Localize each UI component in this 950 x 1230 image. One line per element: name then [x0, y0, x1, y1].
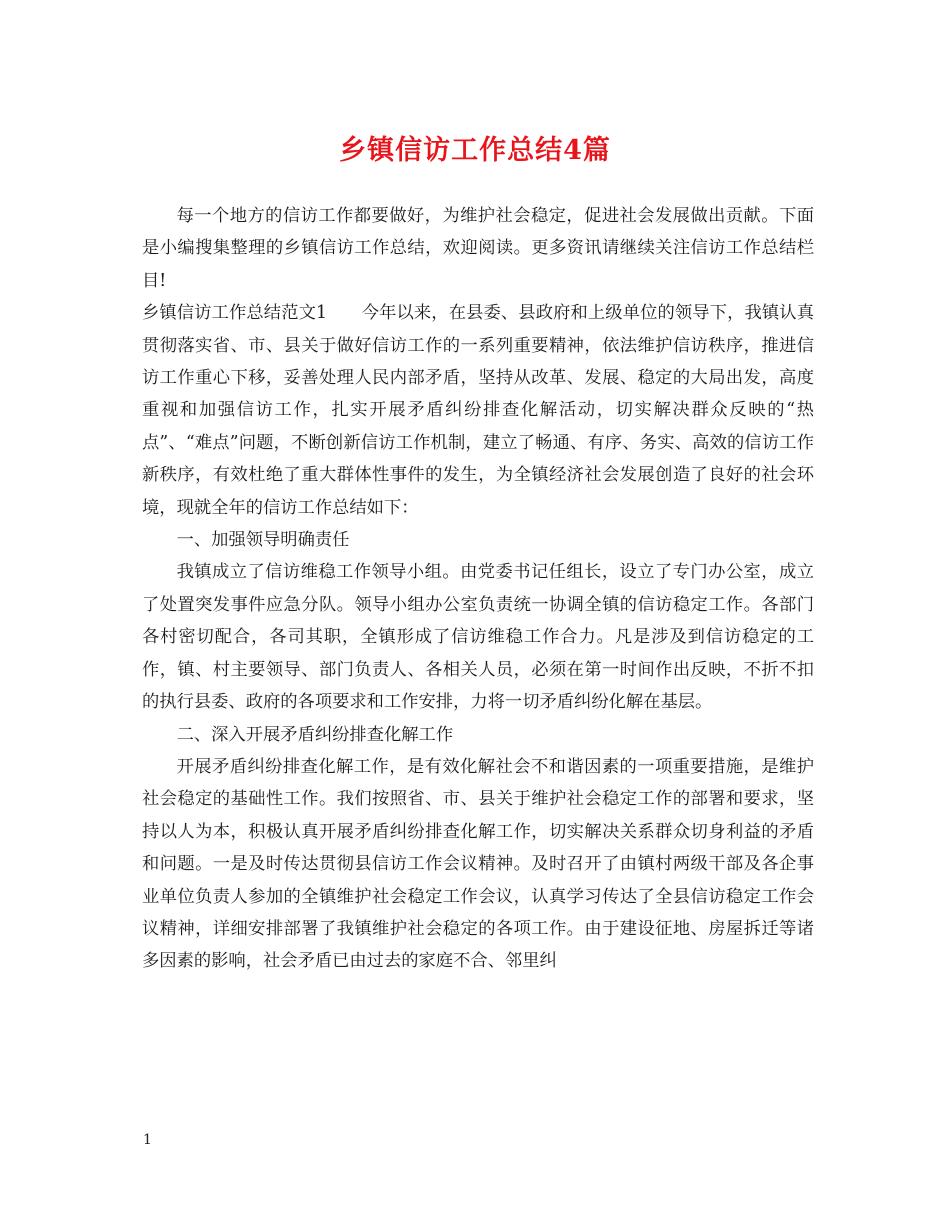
sample-label: 乡镇信访工作总结范文1	[142, 303, 327, 324]
section1-heading: 一、加强领导明确责任	[176, 530, 350, 551]
document-body	[142, 200, 814, 978]
document-title: 乡镇信访工作总结4篇	[339, 135, 611, 166]
section2-paragraph: 开展矛盾纠纷排查化解工作，是有效化解社会不和谐因素的一项重要措施，是维护社会稳定的基础性工作。我们按照省、市、县关于维护社会稳定工作的部署和要求，坚持以人为本，积极认真开展矛盾纠纷排查化解工作，切实解决关系群众切身利益的矛盾和问题。一是及时传达贯彻县信访工作会议精神。及时召开了由镇村两级干部及各企事业单位负责人参加的全镇维护社会稳定工作会议，认真学习传达了全县信访稳定工作会议精神，详细安排部署了我镇维护社会稳定的各项工作。由于建设征地、房屋拆迁等诸多因素的影响，社会矛盾已由过去的家庭不合、邻里纠	[142, 756, 814, 972]
sample-text: 今年以来，在县委、县政府和上级单位的领导下，我镇认真贯彻落实省、市、县关于做好信访工作的一系列重要精神，依法维护信访秩序，推进信访工作重心下移，妥善处理人民内部矛盾，坚持从改革、发展、稳定的大局出发，高度重视和加强信访工作，扎实开展矛盾纠纷排查化解活动，切实解决群众反映的“热点”、“难点”问题，不断创新信访工作机制，建立了畅通、有序、务实、高效的信访工作新秩序，有效杜绝了重大群体性事件的发生，为全镇经济社会发展创造了良好的社会环境，现就全年的信访工作总结如下：	[142, 303, 814, 518]
section1-paragraph: 我镇成立了信访维稳工作领导小组。由党委书记任组长，设立了专门办公室，成立了处置突发事件应急分队。领导小组办公室负责统一协调全镇的信访稳定工作。各部门各村密切配合，各司其职，全镇形成了信访维稳工作合力。凡是涉及到信访稳定的工作，镇、村主要领导、部门负责人、各相关人员，必须在第一时间作出反映，不折不扣的执行县委、政府的各项要求和工作安排，力将一切矛盾纠纷化解在基层。	[142, 562, 814, 713]
sample-paragraph	[142, 297, 814, 524]
section2-heading: 二、深入开展矛盾纠纷排查化解工作	[176, 724, 454, 745]
intro-paragraph: 每一个地方的信访工作都要做好，为维护社会稳定，促进社会发展做出贡献。下面是小编搜集整理的乡镇信访工作总结，欢迎阅读。更多资讯请继续关注信访工作总结栏目!	[142, 206, 814, 291]
page-number: 1	[143, 1132, 152, 1148]
